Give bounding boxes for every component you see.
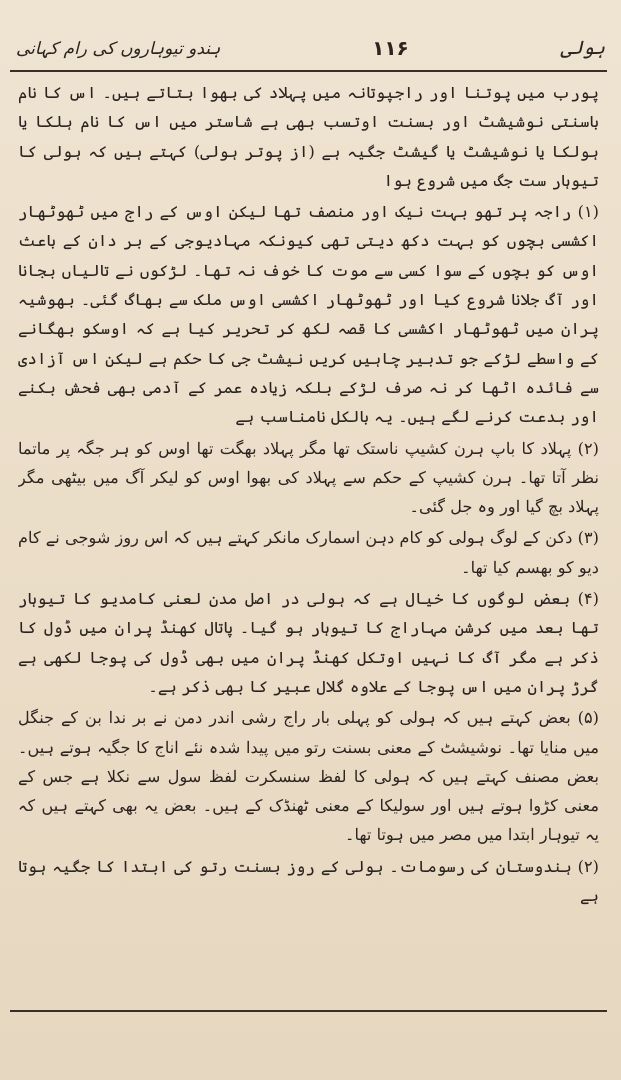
page-number: ۱۱۶ [372, 36, 409, 60]
page-body [18, 78, 599, 1000]
paragraph-2: (۲) پہلاد کا باپ ہرن کشیپ ناستک تھا مگر پہلاد بھگت تھا اوس کو ہر جگہ پر ماتما نظر آتا تھا۔ ہرن کشیپ کے حکم سے پہلاد کی بھوا اوس کو لیکر آگ میں بیٹھی مگر پہلاد بچ گیا اور وہ جل گئی۔ [18, 438, 599, 517]
page-header [16, 26, 605, 70]
header-rule [10, 70, 607, 72]
paragraph-5: (۵) بعض کہتے ہیں کہ ہولی کو پہلی بار راج رشی اندر دمن نے بر ندا بن کے جنگل میں منایا تھا۔ نوشیشٹ کے معنی بسنت رتو میں پیدا شدہ نئے اناج کا جگیہ ہوتے ہیں۔ بعض مصنف کہتے ہیں کہ ہولی کا لفظ سنسکرت لفظ سول سے نکلا ہے جس کے معنی کڑوا ہوتے ہیں اور سولیکا کے معنی ٹھنڈک کے ہیں۔ بعض یہ بھی کہتے ہیں کہ یہ تیوہار ابتدا میں مصر میں ہوتا تھا۔ [18, 708, 599, 845]
paragraph-1: (۱) راجہ پر تھو بہت نیک اور منصف تھا لیکن اوس کے راج میں ٹھوٹھار اکشسی بچوں کو بہت دکھ دیتی تھی کیونکہ مہادیوجی کے بر دان کے باعث اوس کو بچوں کے سوا کسی سے موت کا خوف نہ تھا۔ لڑکوں نے تالیاں بجانا اور آگ جلانا شروع کیا اور ٹھوٹھار اکشسی اوس ملک سے بھاگ گئی۔ بھوشیہ پران میں ٹھوٹھار اکشسی کا قصہ لکھ کر تحریر کیا ہے کہ اوسکو بھگانے کے واسطے لڑکے جو تدبیر چاہیں کریں نیشٹ جی کا حکم ہے لیکن اس آزادی سے فائدہ اٹھا کر نہ صرف لڑکے بلکہ زیادہ عمر کے آدمی بھی فحش بکنے اور بدعت کرنے لگے ہیں۔ یہ بالکل نامناسب ہے [18, 202, 599, 427]
book-title-header: ہندو تیوہاروں کی رام کہانی [16, 38, 221, 59]
paragraph-section-2: (۲) ہندوستان کی رسومات۔ ہولی کے روز بسنت رتو کی ابتدا کا جگیہ ہوتا ہے [18, 856, 599, 906]
chapter-title-header: ہولی [560, 37, 605, 59]
paragraph-4: (۴) بعض لوگوں کا خیال ہے کہ ہولی در اصل مدن لعنی کامدیو کا تیوہار تھا بعد میں کرشن مہاراج کا تیوہار ہو گیا۔ پاتال کھنڈ پران میں ڈول کا ذکر ہے مگر آگ کا نہیں اوتکل کھنڈ پران میں بھی ڈول کی پوجا لکھی ہے گرڑ پران میں اس پوجا کے علاوہ گلال عبیر کا بھی ذکر ہے۔ [18, 589, 599, 696]
footer-rule [10, 1010, 607, 1012]
paragraph-intro: پورب میں پوتنا اور راجپوتانہ میں پہلاد کی بھوا بتاتے ہیں۔ اس کا نام باسنتی نوشیشٹ اور بسنت اوتسب بھی ہے شاستر میں اس کا نام ہلکا یا ہولکا یا نوشیشٹ یا گیشٹ جگیہ ہے (از پوتر ہولی) کہتے ہیں کہ ہولی کا تیوہار ست جگ میں شروع ہوا [18, 83, 599, 190]
paragraph-3: (۳) دکن کے لوگ ہولی کو کام دہن اسمارک مانکر کہتے ہیں کہ اس روز شوجی نے کام دیو کو بھسم کیا تھا۔ [18, 528, 599, 577]
